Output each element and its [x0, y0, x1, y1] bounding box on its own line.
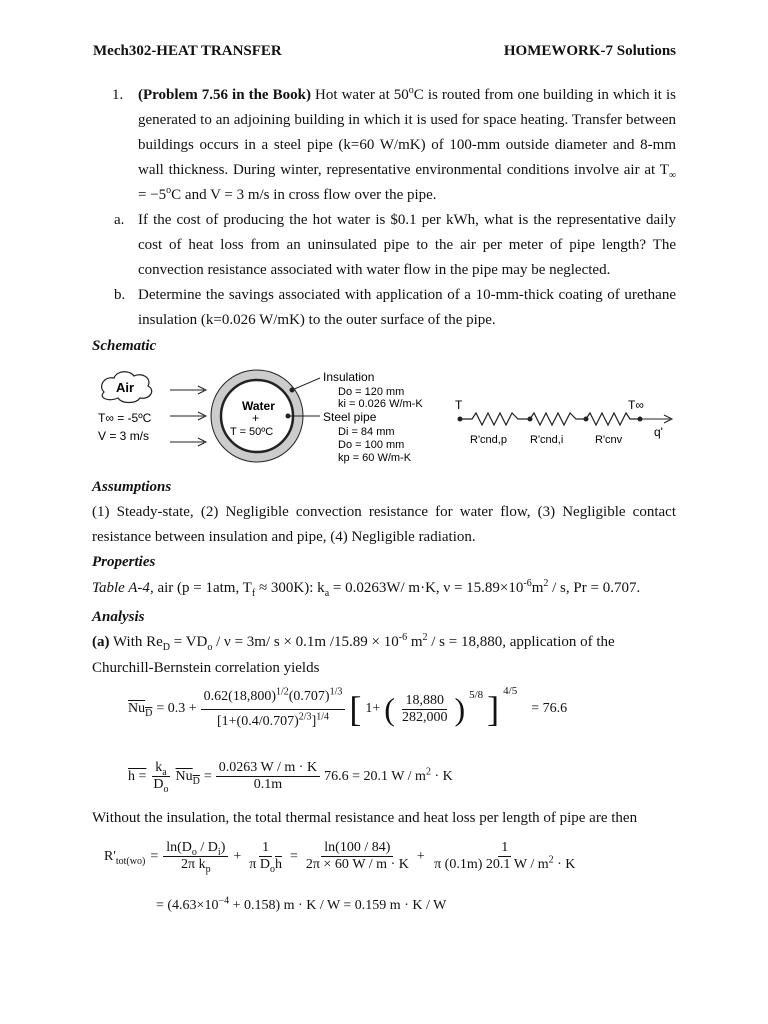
- eq3-frac-3: $\frac{\ln(100 / 84)}{2\pi \times 60 W / m \cdot K}$: [305, 840, 409, 872]
- schematic-diagram: [92, 364, 692, 474]
- eq1-pre: = 0.3 +: [156, 701, 197, 716]
- flow-arrows: [170, 386, 206, 446]
- eq3-lhs: $R'_{tot(wo)}$: [104, 848, 146, 867]
- eq2-lhs: h =: [128, 768, 147, 784]
- an-t5: / s = 18,880, application of the: [427, 634, 615, 650]
- part-a-label: a.: [114, 212, 125, 228]
- assumptions-heading: Assumptions: [92, 479, 172, 495]
- eq2-frac-num: $\frac{0.0263 W / m \cdot K}{0.1m}$: [216, 760, 320, 793]
- water-temp-label: T = 50ºC: [230, 426, 274, 438]
- circuit-t-label: T: [455, 398, 463, 412]
- analysis-line-3: Without the insulation, the total thermal resistance and heat loss per length of pipe are then: [92, 810, 638, 826]
- r-cnd-i-label: R'cnd,i: [530, 434, 564, 446]
- statement-text-a: Hot water at 50: [310, 87, 409, 103]
- statement-text-d: C and V = 3 m/s in cross flow over the pipe.: [171, 187, 437, 203]
- part-b-label: b.: [114, 287, 126, 303]
- prop-sub-2: a: [324, 588, 330, 599]
- homework-title: HOMEWORK-7 Solutions: [503, 43, 676, 59]
- an-s2: o: [207, 642, 213, 653]
- an-s1: D: [162, 642, 171, 653]
- analysis-heading: Analysis: [92, 609, 145, 625]
- eq2-nu: $Nu_D$: [175, 768, 200, 787]
- eq1-result: = 76.6: [531, 701, 568, 716]
- analysis-line-1: [92, 630, 680, 655]
- equation-rtot: $R'_{tot(wo)}$ = $\frac{\ln(D_o / D_i)}{2\pi k_p}$ + $\frac{1}{\pi D_o\overline{h}}$ = $\frac{\ln(100 / 84)}{2\pi \times 60 W / m \cdot K}$ + $\frac{1}{\pi (0.1m) 20.1 W / m^2 \cdot K}$: [104, 840, 580, 873]
- r-cnd-p-label: R'cnd,p: [470, 434, 507, 446]
- an-t2: = VD: [170, 634, 208, 650]
- ins-do-label: Do = 120 mm: [338, 386, 405, 398]
- steel-do-label: Do = 100 mm: [338, 439, 405, 451]
- eq1-inner-fraction: $\frac{18,880}{282,000}$: [401, 692, 448, 725]
- equation-h: h = $\frac{k_a}{D_o}$ $Nu_D$ = $\frac{0.0263 W / m \cdot K}{0.1m}$ 76.6 = 20.1 $W / m^2 \cdot K$: [128, 760, 453, 795]
- prop-sup-2: 2: [543, 578, 549, 589]
- an-t4: m: [407, 634, 423, 650]
- prop-sup-1: -6: [523, 578, 532, 589]
- prop-text-4: m: [531, 580, 544, 596]
- ins-ki-label: ki = 0.026 W/m-K: [338, 398, 423, 410]
- resistor-network: [460, 413, 640, 425]
- r-cnv-label: R'cnv: [595, 434, 623, 446]
- eq2-frac-ka: $\frac{k_a}{D_o}$: [153, 760, 169, 795]
- an-p1: -6: [398, 632, 408, 643]
- statement-text-c: = −5: [138, 187, 167, 203]
- eq3-frac-1: $\frac{\ln(D_o / D_i)}{2\pi k_p}$: [163, 840, 228, 873]
- table-ref: Table A-4: [92, 580, 150, 596]
- insulation-label: Insulation: [323, 370, 375, 384]
- an-t3: / ν = 3m/ s × 0.1m /15.89 × 10: [212, 634, 399, 650]
- problem-source: (Problem 7.56 in the Book): [138, 87, 311, 103]
- steel-di-label: Di = 84 mm: [338, 426, 395, 438]
- eq3-frac-2: $\frac{1}{\pi D_o\overline{h}}$: [249, 840, 282, 875]
- schematic-heading: Schematic: [92, 338, 157, 354]
- velocity-label: V = 3 m/s: [98, 429, 150, 443]
- center-plus: +: [252, 411, 260, 425]
- statement-sup2: o: [166, 185, 172, 196]
- steel-label: Steel pipe: [323, 410, 377, 424]
- an-p2: 2: [422, 632, 428, 643]
- prop-text-3: = 0.0263W/ m·K, ν = 15.89×10: [329, 580, 524, 596]
- part-a-text: If the cost of producing the hot water is $0.1 per kWh, what is the representative daily cost of heat loss from an uninsulated pipe to the air per meter of pipe length? The convection resistance associated with water flow in the pipe may be neglected.: [138, 212, 676, 278]
- equation-nusselt: $Nu_D$ = 0.3 + $\frac{0.62(18,800)^{1/2}(0.707)^{1/3}}{[1+(0.4/0.707)^{2/3}]^{1/4}}$ [ 1+ ( $\frac{18,880}{282,000}$ ) $^{5/8}$ ] $^{4/5}$ = 76.6: [128, 685, 568, 729]
- problem-number: 1.: [112, 87, 124, 103]
- equation-rtot-result: = $(4.63\times 10^{-4} + 0.158) m \cdot K / W = 0.159$ m · K / W: [156, 895, 447, 913]
- properties-text: [92, 576, 682, 601]
- t-inf-label: T∞ = -5ºC: [98, 411, 152, 425]
- air-label: Air: [116, 380, 135, 395]
- eq2-result: 76.6 = 20.1 $W / m^2 \cdot K$: [324, 765, 453, 784]
- eq1-lhs: $Nu_D$: [128, 701, 153, 719]
- prop-text-5: / s, Pr = 0.707.: [548, 580, 641, 596]
- prop-text-2: ≈ 300K): k: [255, 580, 325, 596]
- part-b-text: Determine the savings associated with application of a 10-mm-thick coating of urethane insulation (k=0.026 W/mK) to the outer surface of the pipe.: [138, 287, 676, 328]
- water-label: Water: [242, 399, 275, 413]
- statement-sub: ∞: [668, 170, 676, 181]
- q-label: q': [654, 425, 663, 439]
- eq3-frac-4: $\frac{1}{\pi (0.1m) 20.1 W / m^2 \cdot K}$: [434, 840, 576, 872]
- an-t1: With Re: [109, 634, 163, 650]
- part-a-marker: (a): [92, 634, 110, 650]
- statement-text-b: C is routed from one building in which it is generated to an adjoining building in which it is used for space heating. Transfer between buildings occurs in a steel pipe (k=60 W/mK) of 100-mm outside diameter and 8-mm wall thickness. During winter, representative environmental conditions involve air at T: [138, 87, 676, 178]
- steel-kp-label: kp = 60 W/m-K: [338, 452, 412, 464]
- eq1-fraction: $\frac{0.62(18,800)^{1/2}(0.707)^{1/3}}{[1+(0.4/0.707)^{2/3}]^{1/4}}$: [201, 689, 346, 730]
- course-title: Mech302-HEAT TRANSFER: [93, 43, 282, 59]
- properties-heading: Properties: [92, 554, 156, 570]
- analysis-line-2: Churchill-Bernstein correlation yields: [92, 660, 320, 676]
- assumptions-text: (1) Steady-state, (2) Negligible convection resistance for water flow, (3) Negligible contact resistance between insulation and pipe, (4) Negligible radiation.: [92, 504, 676, 545]
- prop-text-1: , air (p = 1atm, T: [149, 580, 252, 596]
- statement-sup: o: [408, 85, 414, 96]
- prop-sub-1: f: [251, 588, 256, 599]
- problem-statement: [138, 83, 676, 208]
- circuit-tinf-label: T∞: [628, 398, 644, 412]
